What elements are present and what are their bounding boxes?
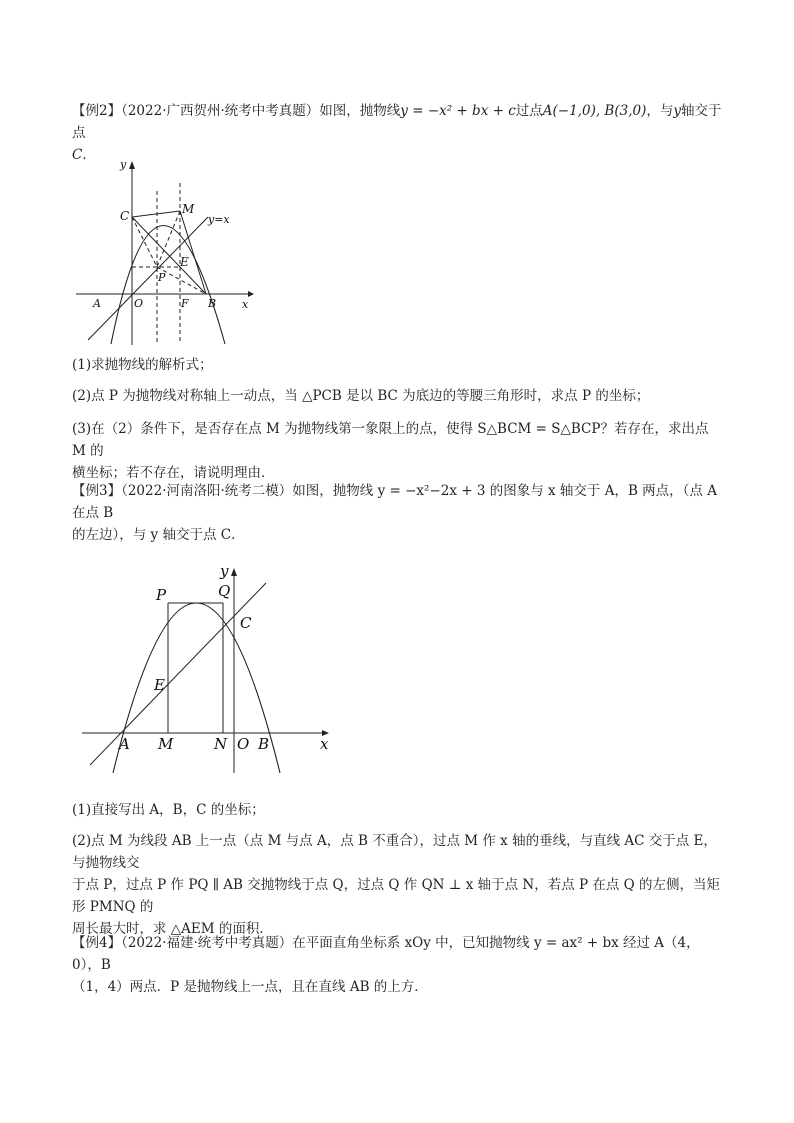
ex2-figure	[68, 155, 258, 350]
ex2-label-p: P	[158, 271, 166, 284]
ex3-label-q: Q	[218, 582, 231, 600]
ex2-label-x: x	[242, 298, 249, 311]
ex3-label-e: E	[154, 676, 165, 694]
ex4-statement: 【例4】（2022·福建·统考中考真题）在平面直角坐标系 xOy 中，已知抛物线 y = ax² + bx 经过 A（4，0），B （1，4）两点．P 是抛物线上一点，且在直线 AB 的上方．	[72, 935, 700, 995]
ex2-points: A(−1,0), B(3,0)	[542, 103, 647, 119]
ex2-y-arrow	[129, 161, 135, 169]
ex3-y-arrow	[231, 568, 237, 576]
ex2-tag: 【例2】	[72, 103, 122, 119]
ex3-label-y: y	[220, 562, 229, 580]
ex2-segment-cb	[132, 217, 206, 294]
ex2-q2: (2)点 P 为抛物线对称轴上一动点，当 △PCB 是以 BC 为底边的等腰三角形时，求点 P 的坐标；	[72, 388, 650, 404]
ex2-label-m: M	[182, 202, 195, 216]
ex3-label-p: P	[156, 586, 167, 604]
ex2-q3: (3)在（2）条件下，是否存在点 M 为抛物线第一象限上的点，使得 S△BCM = S△BCP？若存在，求出点 M 的 横坐标；若不存在，请说明理由．	[72, 421, 709, 481]
ex3-figure	[78, 560, 348, 780]
ex3-statement: 【例3】（2022·河南洛阳·统考二模）如图，抛物线 y = −x²−2x + 3 的图象与 x 轴交于 A，B 两点，（点 A 在点 B 的左边），与 y 轴交于点 C．	[72, 483, 717, 543]
ex3-label-x: x	[320, 735, 329, 753]
ex2-q1: (1)求抛物线的解析式；	[72, 357, 213, 373]
ex2-source: （2022·广西贺州·统考中考真题）	[121, 103, 320, 119]
ex2-label-a: A	[93, 297, 101, 310]
ex2-label-e: E	[180, 255, 189, 269]
ex3-q1: (1)直接写出 A，B，C 的坐标；	[72, 802, 265, 818]
ex2-label-o: O	[134, 297, 144, 310]
ex3-label-a: A	[119, 735, 130, 753]
ex3-q2: (2)点 M 为线段 AB 上一点（点 M 与点 A，点 B 不重合），过点 M 作 x 轴的垂线，与直线 AC 交于点 E，与抛物线交 于点 P，过点 P 作 PQ ∥ AB 交抛物线于点 Q，过点 Q 作 QN ⊥ x 轴于点 N，若点 P 在点 Q 的左侧，当矩形 PMNQ 的 周长最大时，求 △AEM 的面积．	[72, 833, 721, 937]
ex2-label-c: C	[120, 209, 130, 223]
ex2-segment-cm	[132, 211, 180, 217]
ex3-label-m: M	[158, 735, 174, 753]
ex2-line-y-eq-x	[88, 217, 208, 340]
ex2-label-y: y	[120, 158, 127, 171]
ex2-label-b: B	[208, 297, 217, 310]
ex3-parabola	[113, 603, 280, 773]
ex2-equation: y = −x² + bx + c	[400, 103, 516, 119]
ex2-label-yx: y=x	[208, 213, 230, 226]
ex3-label-n: N	[214, 735, 228, 753]
ex2-parabola	[111, 226, 225, 345]
ex3-label-o: O	[237, 735, 250, 753]
ex3-label-c: C	[240, 614, 252, 632]
ex3-label-b: B	[258, 735, 270, 753]
ex2-x-arrow	[248, 291, 254, 297]
ex2-label-f: F	[181, 297, 189, 310]
ex2-statement: 【例2】（2022·广西贺州·统考中考真题）如图，抛物线y = −x² + bx + c过点A(−1,0), B(3,0)，与y轴交于点 C．	[72, 103, 722, 163]
